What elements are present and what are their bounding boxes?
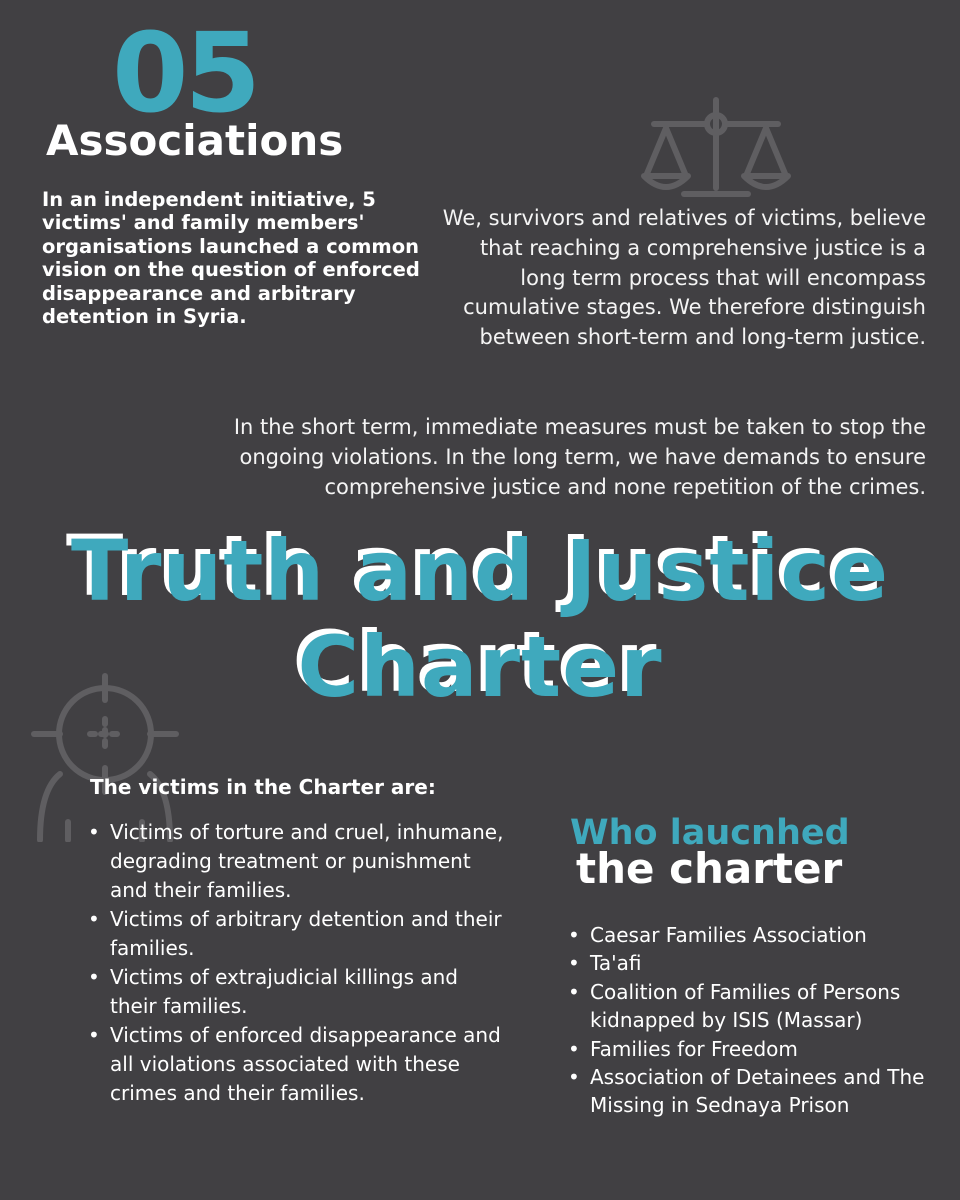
list-item: • Victims of arbitrary detention and their families.	[88, 905, 508, 963]
section-number: 05	[112, 9, 258, 137]
organizations-list	[568, 921, 948, 1120]
title-line-1: Truth and Justice	[70, 522, 890, 620]
who-heading-line-1: Who laucnhed	[570, 813, 850, 853]
title-line-2: Charter	[297, 617, 663, 716]
list-item: • Victims of extrajudicial killings and their families.	[88, 963, 508, 1021]
scales-icon	[636, 94, 796, 206]
list-item: • Coalition of Families of Persons kidnapped by ISIS (Massar)	[568, 978, 948, 1035]
belief-paragraph: We, survivors and relatives of victims, believe that reaching a comprehensive justice is a long term process that will encompass cumulative stages. We therefore distinguish between short-term and long-term justice.	[442, 206, 926, 350]
list-item: • Ta'afi	[568, 949, 948, 977]
intro-text: In an independent initiative, 5 victims' and family members' organisations launched a common vision on the question of enforced disappearance and arbitrary detention in Syria.	[42, 188, 420, 328]
victims-list	[88, 818, 508, 1108]
page-title	[20, 524, 940, 716]
list-item: • Victims of torture and cruel, inhumane, degrading treatment or punishment and their families.	[88, 818, 508, 905]
section-heading: Associations	[46, 116, 344, 165]
list-item: • Families for Freedom	[568, 1035, 948, 1063]
short-long-term-paragraph: In the short term, immediate measures must be taken to stop the ongoing violations. In the long term, we have demands to ensure comprehensive justice and none repetition of the crimes.	[233, 415, 926, 499]
list-item: • Association of Detainees and The Missing in Sednaya Prison	[568, 1063, 948, 1120]
list-item: • Victims of enforced disappearance and all violations associated with these crimes and their families.	[88, 1021, 508, 1108]
list-item: • Caesar Families Association	[568, 921, 948, 949]
victims-heading: The victims in the Charter are:	[90, 775, 436, 799]
who-heading-line-2: the charter	[576, 844, 843, 893]
